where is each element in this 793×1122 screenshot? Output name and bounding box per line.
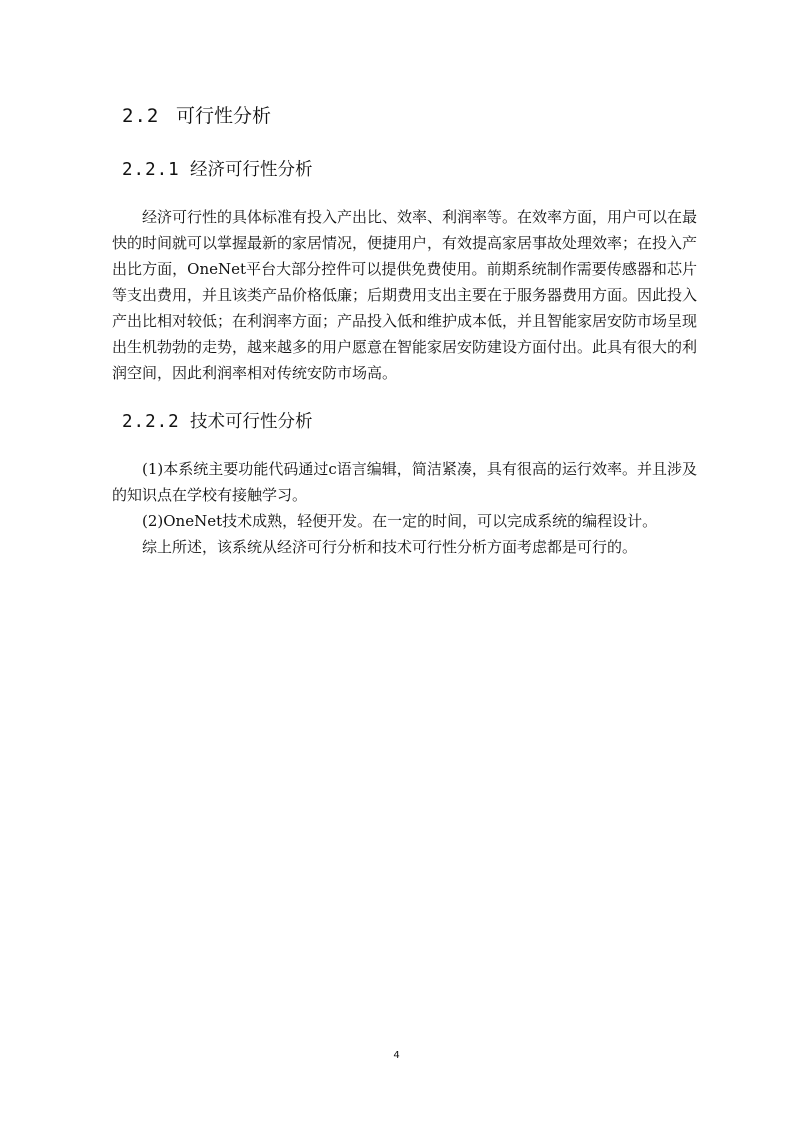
page-number: 4 [393,1050,400,1061]
subsection-number: 2.2.1 [122,160,180,180]
conclusion-paragraph: 综上所述，该系统从经济可行分析和技术可行性分析方面考虑都是可行的。 [142,538,638,556]
subsection-heading-technical [122,406,697,438]
section-number: 2.2 [122,105,160,127]
economic-feasibility-paragraph: 经济可行性的具体标准有投入产出比、效率、利润率等。在效率方面，用户可以在最快的时间就可以掌握最新的家居情况，便捷用户，有效提高家居事故处理效率；在投入产出比方面，OneNet平台大部分控件可以提供免费使用。前期系统制作需要传感器和芯片等支出费用，并且该类产品价格低廉；后期费用支出主要在于服务器费用方面。因此投入产出比相对较低；在利润率方面；产品投入低和维护成本低，并且智能家居安防市场呈现出生机勃勃的走势，越来越多的用户愿意在智能家居安防建设方面付出。此具有很大的利润空间，因此利润率相对传统安防市场高。 [112,208,698,382]
section-title: 可行性分析 [176,105,272,127]
technical-point-1-paragraph: (1)本系统主要功能代码通过c语言编辑，简洁紧凑，具有很高的运行效率。并且涉及的知识点在学校有接触学习。 [112,460,697,504]
subsection-title: 技术可行性分析 [190,412,313,432]
page-content [112,98,697,560]
section-heading [122,98,697,134]
technical-point-2-paragraph: (2)OneNet技术成熟，轻便开发。在一定的时间，可以完成系统的编程设计。 [142,512,658,530]
subsection-number: 2.2.2 [122,412,180,432]
subsection-title: 经济可行性分析 [190,160,313,180]
subsection-heading-economic [122,154,697,186]
